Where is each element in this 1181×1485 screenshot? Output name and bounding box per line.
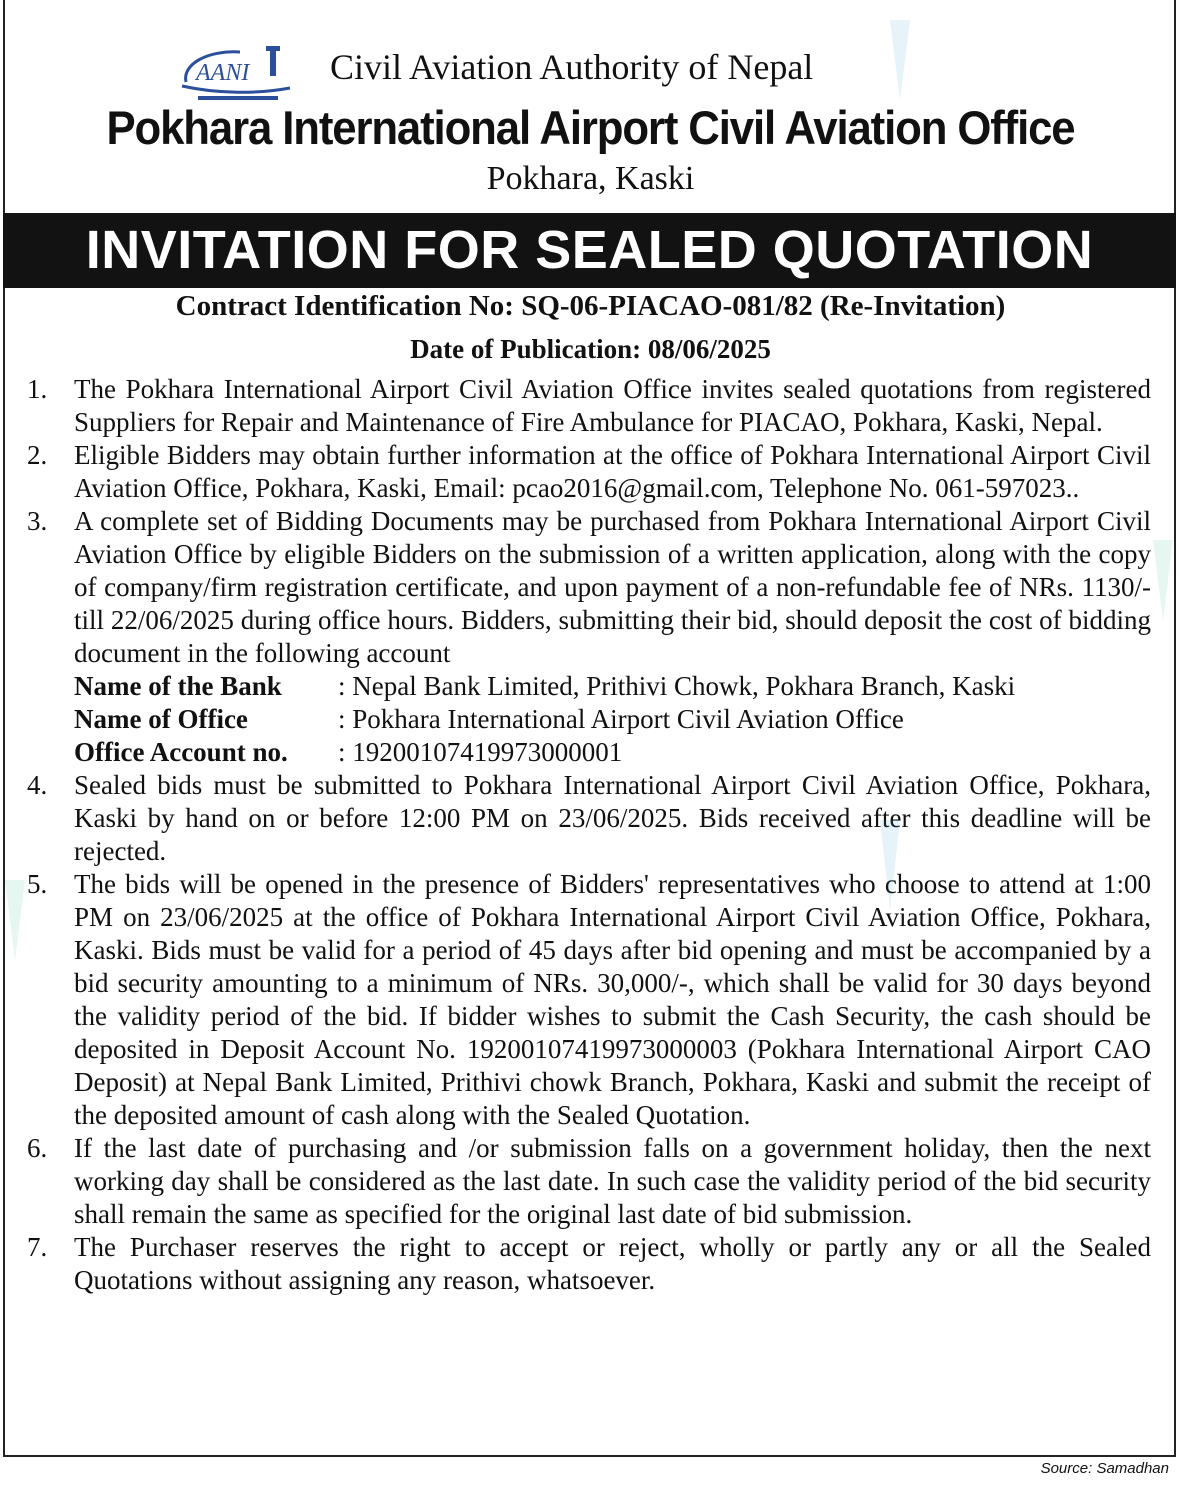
list-item: [27, 1231, 1151, 1297]
list-item: [27, 769, 1151, 868]
item-text: If the last date of purchasing and /or submission falls on a government holiday, then the next working day shall be considered as the last date. In such case the validity period of the bid security shall remain the same as specified for the original last date of bid submission.: [74, 1133, 1151, 1229]
list-item: [27, 868, 1151, 1132]
publication-date: Date of Publication: 08/06/2025: [410, 334, 771, 364]
bank-label: Name of Office: [74, 704, 248, 734]
bank-value: : 19200107419973000001: [338, 737, 623, 767]
authority-name: Civil Aviation Authority of Nepal: [330, 47, 814, 87]
bank-label: Office Account no.: [74, 737, 288, 767]
item-text: Sealed bids must be submitted to Pokhara International Airport Civil Aviation Office, Pokhara, Kaski by hand on or before 12:00 PM on 23/06/2025. Bids received after this deadline will be rejected.: [74, 770, 1151, 866]
source-credit: Source: Samadhan: [1040, 1460, 1169, 1477]
notice-items: [27, 373, 1151, 1297]
bank-row: [74, 703, 1151, 736]
item-number: 4.: [27, 770, 48, 800]
item-text: The Purchaser reserves the right to accept or reject, wholly or partly any or all the Sealed Quotations without assigning any reason, whatsoever.: [74, 1232, 1151, 1295]
bank-value: : Nepal Bank Limited, Prithivi Chowk, Pokhara Branch, Kaski: [338, 671, 1016, 701]
invitation-banner: INVITATION FOR SEALED QUOTATION: [3, 213, 1176, 288]
office-location: Pokhara, Kaski: [486, 160, 695, 197]
item-number: 7.: [27, 1232, 48, 1262]
bank-label: Name of the Bank: [74, 671, 282, 701]
bank-row: [74, 670, 1151, 703]
item-number: 1.: [27, 374, 48, 404]
item-text: The bids will be opened in the presence of Bidders' representatives who choose to attend at 1:00 PM on 23/06/2025 at the office of Pokhara International Airport Civil Aviation Office, Pokhara, Kaski. Bids must be valid for a period of 45 days after bid opening and must be accompanied by a bid security amounting to a minimum of NRs. 30,000/-, which shall be valid for 30 days beyond the validity period of the bid. If bidder wishes to submit the Cash Security, the cash should be deposited in Deposit Account No. 19200107419973000003 (Pokhara International Airport CAO Deposit) at Nepal Bank Limited, Prithivi chowk Branch, Pokhara, Kaski and submit the receipt of the deposited amount of cash along with the Sealed Quotation.: [74, 869, 1151, 1130]
contract-id: Contract Identification No: SQ-06-PIACAO-081/82 (Re-Invitation): [175, 290, 1006, 322]
list-item: [27, 505, 1151, 769]
item-number: 6.: [27, 1133, 48, 1163]
list-item: [27, 439, 1151, 505]
item-text: The Pokhara International Airport Civil Aviation Office invites sealed quotations from registered Suppliers for Repair and Maintenance of Fire Ambulance for PIACAO, Pokhara, Kaski, Nepal.: [74, 374, 1151, 437]
notice-header: [0, 0, 1181, 213]
aani-logo: [178, 42, 298, 102]
item-number: 2.: [27, 440, 48, 470]
bank-value: : Pokhara International Airport Civil Aviation Office: [338, 704, 904, 734]
list-item: [27, 373, 1151, 439]
item-text: Eligible Bidders may obtain further information at the office of Pokhara International Airport Civil Aviation Office, Pokhara, Kaski, Email: pcao2016@gmail.com, Telephone No. 061-597023..: [74, 440, 1151, 503]
bank-row: [74, 736, 1151, 769]
list-item: [27, 1132, 1151, 1231]
item-number: 5.: [27, 869, 48, 899]
svg-text:AANI: AANI: [196, 60, 250, 86]
item-number: 3.: [27, 506, 48, 536]
office-name: Pokhara International Airport Civil Aviation Office: [106, 101, 1075, 154]
item-text: A complete set of Bidding Documents may be purchased from Pokhara International Airport Civil Aviation Office by eligible Bidders on the submission of a written application, along with the copy of company/firm registration certificate, and upon payment of a non-refundable fee of NRs. 1130/- till 22/06/2025 during office hours. Bidders, submitting their bid, should deposit the cost of bidding document in the following account: [74, 506, 1151, 668]
